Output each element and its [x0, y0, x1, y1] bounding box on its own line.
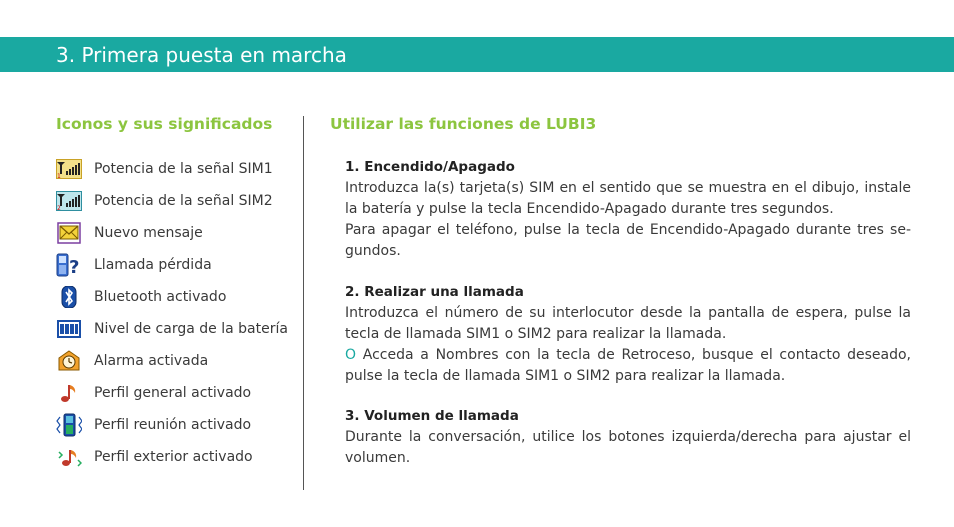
section-banner [0, 37, 954, 72]
icon-label: Perfil general activado [94, 385, 252, 401]
alarm-icon [56, 350, 82, 372]
list-item [56, 224, 306, 256]
icon-label: Potencia de la señal SIM1 [94, 161, 273, 177]
icon-label: Nivel de carga de la batería [94, 321, 288, 337]
section-paragraph: Durante la conversación, utilice los botones izquierda/derecha para ajustar el volumen. [345, 429, 911, 466]
list-item [56, 288, 306, 320]
list-item [56, 256, 306, 288]
list-item [56, 448, 306, 480]
functions-heading: Utilizar las funciones de LUBI3 [330, 115, 597, 133]
svg-text:1: 1 [57, 173, 61, 179]
section-title: 2. Realizar una llamada [345, 284, 524, 300]
list-item [56, 416, 306, 448]
list-item [56, 160, 306, 192]
bluetooth-icon [56, 286, 82, 308]
column-divider [303, 116, 304, 490]
list-item [56, 192, 306, 224]
icon-label: Perfil exterior activado [94, 449, 253, 465]
list-item [56, 320, 306, 352]
functions-column [330, 114, 912, 466]
vibrate-icon [56, 414, 82, 436]
list-item [56, 384, 306, 416]
icon-label: Perfil reunión activado [94, 417, 252, 433]
section-paragraph-alt [345, 345, 911, 387]
svg-text:2: 2 [57, 205, 61, 211]
or-marker: O [345, 347, 357, 363]
missed-call-icon [56, 254, 82, 276]
volume-section [345, 406, 911, 469]
signal-sim1-icon [56, 158, 82, 180]
icon-label: Llamada pérdida [94, 257, 212, 273]
section-title: 1. Encendido/Apagado [345, 159, 515, 175]
svg-text:?: ? [69, 257, 80, 277]
list-item [56, 352, 306, 384]
outdoor-profile-icon [56, 446, 82, 468]
envelope-icon [56, 222, 82, 244]
page-title: 3. Primera puesta en marcha [56, 43, 347, 67]
icon-label: Alarma activada [94, 353, 209, 369]
icons-column [56, 114, 296, 465]
icon-label: Nuevo mensaje [94, 225, 203, 241]
signal-sim2-icon [56, 190, 82, 212]
power-section [345, 157, 911, 262]
icon-list [56, 160, 306, 480]
section-paragraph: Introduzca el número de su interlocutor desde la pantalla de espera, pulse la tecla de llamada SIM1 o SIM2 para realizar la llamada. [345, 305, 911, 342]
icon-label: Bluetooth activado [94, 289, 227, 305]
icon-label: Potencia de la señal SIM2 [94, 193, 273, 209]
call-section [345, 282, 911, 387]
alt-text: Acceda a Nombres con la tecla de Retroceso, busque el contacto deseado, pulse la tecla de llamada SIM1 o SIM2 para realizar la llamada. [345, 347, 911, 384]
battery-icon [56, 318, 82, 340]
section-paragraph: Introduzca la(s) tarjeta(s) SIM en el sentido que se muestra en el dibujo, instale la batería y pulse la tecla Encendido-Apagado durante tres segundos. [345, 180, 911, 217]
music-note-icon [56, 382, 82, 404]
icons-heading: Iconos y sus significados [56, 115, 273, 133]
section-paragraph: Para apagar el teléfono, pulse la tecla de Encendido-Apagado durante tres se-gundos. [345, 222, 911, 259]
section-title: 3. Volumen de llamada [345, 408, 519, 424]
